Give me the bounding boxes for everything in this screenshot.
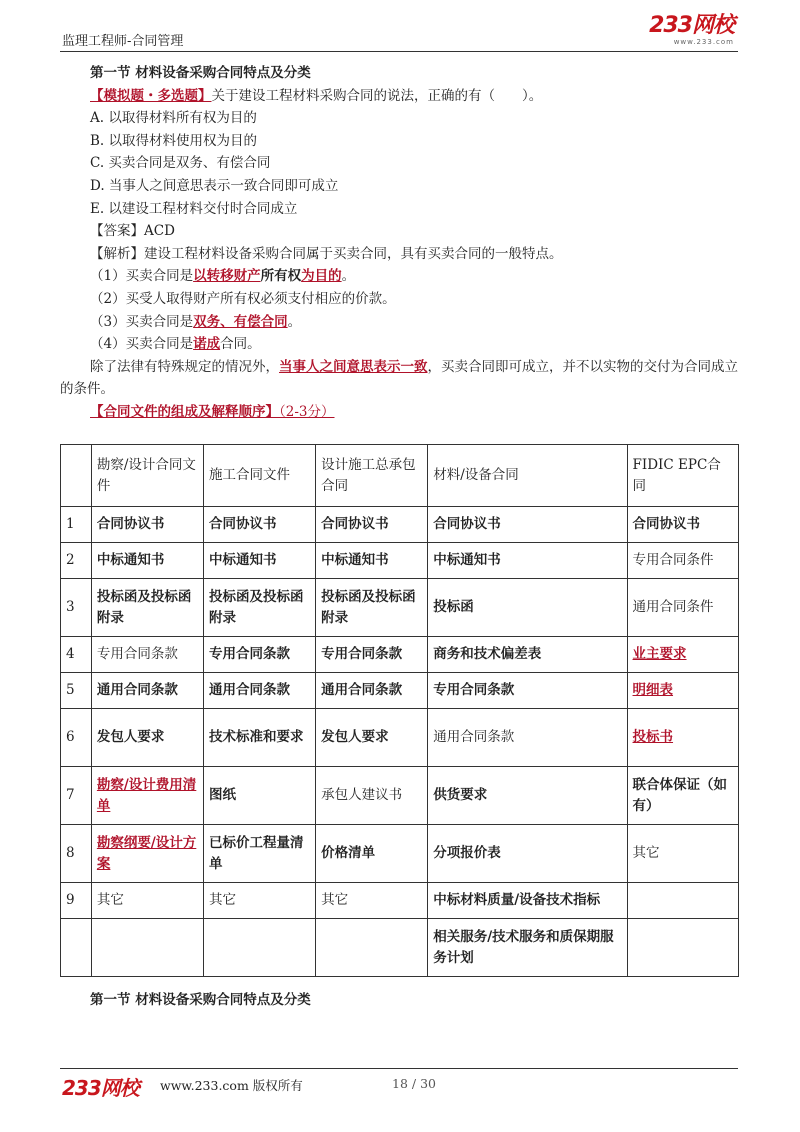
table-cell: 投标函及投标函附录 bbox=[204, 579, 316, 637]
header-cell: 设计施工总承包合同 bbox=[316, 445, 428, 507]
point-1 bbox=[60, 265, 740, 288]
point-3 bbox=[60, 311, 740, 334]
question-tag: 【模拟题・多选题】 bbox=[90, 87, 212, 104]
table-cell: 合同协议书 bbox=[316, 507, 428, 543]
highlight: 双务、有偿合同 bbox=[193, 313, 288, 330]
table-cell: 其它 bbox=[627, 825, 738, 883]
table-cell: 通用合同条款 bbox=[428, 709, 627, 767]
table-cell: 合同协议书 bbox=[91, 507, 203, 543]
table-cell: 中标材料质量/设备技术指标 bbox=[428, 883, 627, 919]
table-cell: 合同协议书 bbox=[627, 507, 738, 543]
table-cell: 分项报价表 bbox=[428, 825, 627, 883]
row-number: 4 bbox=[61, 637, 92, 673]
point-4-text: （4）买卖合同是 bbox=[90, 336, 194, 353]
table-cell: 专用合同条件 bbox=[627, 543, 738, 579]
highlight: 诺成 bbox=[193, 336, 221, 353]
table-cell: 其它 bbox=[91, 883, 203, 919]
brand-logo bbox=[649, 14, 734, 46]
table-cell: 价格清单 bbox=[316, 825, 428, 883]
table-row bbox=[61, 673, 739, 709]
table-row bbox=[61, 883, 739, 919]
highlight: 当事人之间意思表示一致 bbox=[279, 358, 428, 375]
question-text: 关于建设工程材料采购合同的说法，正确的有（ ）。 bbox=[211, 87, 543, 104]
table-cell: 供货要求 bbox=[428, 767, 627, 825]
footer-copyright: www.233.com 版权所有 bbox=[160, 1078, 303, 1093]
table-cell: 明细表 bbox=[627, 673, 738, 709]
logo-text: 233网校 bbox=[649, 13, 734, 38]
table-row bbox=[61, 543, 739, 579]
row-number bbox=[61, 919, 92, 977]
point-1-end: 。 bbox=[341, 268, 356, 285]
table-cell: 投标函及投标函附录 bbox=[91, 579, 203, 637]
contract-documents-table bbox=[60, 444, 739, 977]
row-number: 3 bbox=[61, 579, 92, 637]
table-cell: 中标通知书 bbox=[428, 543, 627, 579]
row-number: 8 bbox=[61, 825, 92, 883]
table-cell: 合同协议书 bbox=[204, 507, 316, 543]
option-b: B. 以取得材料使用权为目的 bbox=[90, 132, 258, 149]
table-cell: 勘察/设计费用清单 bbox=[91, 767, 203, 825]
page-header-title: 监理工程师-合同管理 bbox=[62, 34, 184, 49]
table-cell: 通用合同条款 bbox=[91, 673, 203, 709]
table-cell: 投标书 bbox=[627, 709, 738, 767]
table-cell: 联合体保证（如有） bbox=[627, 767, 738, 825]
footer-logo: 233网校 bbox=[62, 1076, 139, 1100]
table-cell: 专用合同条款 bbox=[204, 637, 316, 673]
table-heading-score: （2-3分） bbox=[279, 403, 335, 420]
table-cell: 中标通知书 bbox=[204, 543, 316, 579]
table-cell: 已标价工程量清单 bbox=[204, 825, 316, 883]
page-number: 18 / 30 bbox=[392, 1076, 436, 1091]
analysis bbox=[60, 243, 740, 266]
table-cell: 图纸 bbox=[204, 767, 316, 825]
table-cell: 技术标准和要求 bbox=[204, 709, 316, 767]
question bbox=[60, 85, 740, 108]
header-divider bbox=[60, 51, 738, 52]
table-cell: 商务和技术偏差表 bbox=[428, 637, 627, 673]
document-body bbox=[60, 62, 740, 424]
table-row bbox=[61, 919, 739, 977]
table-cell bbox=[204, 919, 316, 977]
row-number: 2 bbox=[61, 543, 92, 579]
footer-divider bbox=[60, 1068, 738, 1069]
table-cell: 合同协议书 bbox=[428, 507, 627, 543]
answer: 【答案】ACD bbox=[90, 223, 175, 240]
row-number: 6 bbox=[61, 709, 92, 767]
table-cell bbox=[316, 919, 428, 977]
header-cell bbox=[61, 445, 92, 507]
table-cell: 中标通知书 bbox=[91, 543, 203, 579]
table-cell: 专用合同条款 bbox=[316, 637, 428, 673]
point-3-text: （3）买卖合同是 bbox=[90, 313, 194, 330]
analysis-tag: 【解析】 bbox=[90, 245, 144, 262]
point-3-end: 。 bbox=[287, 313, 302, 330]
paragraph bbox=[60, 356, 740, 401]
table-cell: 通用合同条款 bbox=[316, 673, 428, 709]
table-cell: 专用合同条款 bbox=[428, 673, 627, 709]
table-heading bbox=[60, 401, 740, 424]
highlight: 以转移财产 bbox=[193, 268, 261, 285]
table-cell: 通用合同条件 bbox=[627, 579, 738, 637]
table-cell: 承包人建议书 bbox=[316, 767, 428, 825]
table-heading-title: 【合同文件的组成及解释顺序】 bbox=[90, 403, 279, 420]
table-row bbox=[61, 579, 739, 637]
table-row bbox=[61, 709, 739, 767]
header-cell: 材料/设备合同 bbox=[428, 445, 627, 507]
point-1-text: （1）买卖合同是 bbox=[90, 268, 194, 285]
table-cell bbox=[627, 883, 738, 919]
table-cell: 业主要求 bbox=[627, 637, 738, 673]
point-1-bold: 所有权 bbox=[260, 268, 302, 285]
table-row bbox=[61, 637, 739, 673]
table-header-row bbox=[61, 445, 739, 507]
row-number: 1 bbox=[61, 507, 92, 543]
section-title: 第一节 材料设备采购合同特点及分类 bbox=[90, 65, 311, 81]
option-c: C. 买卖合同是双务、有偿合同 bbox=[90, 155, 271, 172]
paragraph-text: 除了法律有特殊规定的情况外， bbox=[90, 358, 279, 375]
option-d: D. 当事人之间意思表示一致合同即可成立 bbox=[90, 177, 339, 194]
table-row bbox=[61, 507, 739, 543]
point-4 bbox=[60, 333, 740, 356]
table-cell: 专用合同条款 bbox=[91, 637, 203, 673]
row-number: 5 bbox=[61, 673, 92, 709]
table-cell: 发包人要求 bbox=[91, 709, 203, 767]
analysis-text: 建设工程材料设备采购合同属于买卖合同，具有买卖合同的一般特点。 bbox=[144, 245, 563, 262]
header-cell: 勘察/设计合同文件 bbox=[91, 445, 203, 507]
table-cell: 相关服务/技术服务和质保期服务计划 bbox=[428, 919, 627, 977]
option-e: E. 以建设工程材料交付时合同成立 bbox=[90, 200, 298, 217]
highlight: 为目的 bbox=[301, 268, 342, 285]
table-cell: 发包人要求 bbox=[316, 709, 428, 767]
point-4-end: 合同。 bbox=[220, 336, 261, 353]
table-cell: 其它 bbox=[204, 883, 316, 919]
table-cell: 勘察纲要/设计方案 bbox=[91, 825, 203, 883]
table-cell bbox=[91, 919, 203, 977]
table-cell: 其它 bbox=[316, 883, 428, 919]
table-cell: 投标函及投标函附录 bbox=[316, 579, 428, 637]
header-cell: 施工合同文件 bbox=[204, 445, 316, 507]
paragraph-end: ，买卖合同即可成立，并不以实物的交付为合同成立的条件。 bbox=[60, 358, 738, 398]
row-number: 9 bbox=[61, 883, 92, 919]
table-cell: 通用合同条款 bbox=[204, 673, 316, 709]
row-number: 7 bbox=[61, 767, 92, 825]
header-cell: FIDIC EPC合同 bbox=[627, 445, 738, 507]
logo-url: www.233.com bbox=[673, 38, 734, 46]
table-row bbox=[61, 767, 739, 825]
option-a: A. 以取得材料所有权为目的 bbox=[90, 110, 257, 127]
point-2: （2）买受人取得财产所有权必须支付相应的价款。 bbox=[90, 290, 396, 307]
table-cell: 投标函 bbox=[428, 579, 627, 637]
section-title-repeat: 第一节 材料设备采购合同特点及分类 bbox=[90, 992, 311, 1008]
table-row bbox=[61, 825, 739, 883]
table-cell: 中标通知书 bbox=[316, 543, 428, 579]
table-cell bbox=[627, 919, 738, 977]
